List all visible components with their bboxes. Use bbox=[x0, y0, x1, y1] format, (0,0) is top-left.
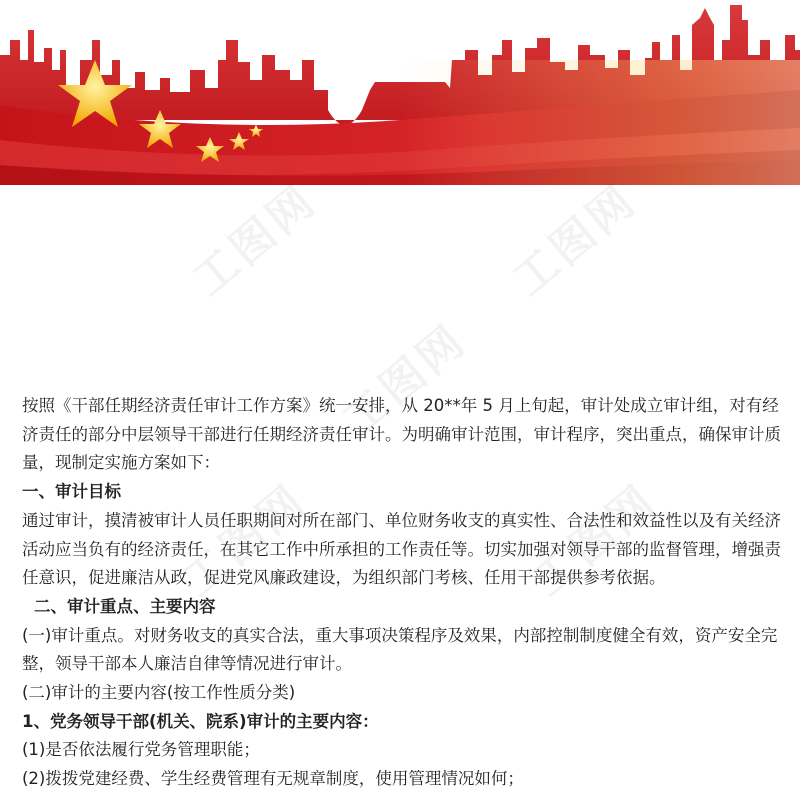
paragraph-content-title: (二)审计的主要内容(按工作性质分类) bbox=[22, 683, 296, 703]
watermark: 工图网 bbox=[173, 474, 317, 607]
list-item: (2)拨拨党建经费、学生经费管理有无规章制度，使用管理情况如何； bbox=[22, 769, 524, 789]
paragraph-focus: (一)审计重点。对财务收支的真实合法，重大事项决策程序及效果，内部控制制度健全有效，资产安全完整，领导干部本人廉洁自律等情况进行审计。 bbox=[22, 625, 778, 674]
header-banner bbox=[0, 0, 800, 185]
heading-audit-goal: 一、审计目标 bbox=[22, 482, 121, 502]
watermark: 工图网 bbox=[333, 314, 477, 447]
paragraph-intro: 按照《干部任期经济责任审计工作方案》统一安排，从 20**年 5 月上旬起，审计处成立审计组，对有经济责任的部分中层领导干部进行任期经济责任审计。为明确审计范围，审计程序，突出重点，确保审计质量，现制定实施方案如下： bbox=[22, 396, 781, 473]
watermark: 工图网 bbox=[523, 474, 667, 607]
heading-audit-focus: 二、审计重点、主要内容 bbox=[34, 596, 216, 616]
document-body bbox=[22, 392, 782, 794]
paragraph-audit-goal: 通过审计，摸清被审计人员任职期间对所在部门、单位财务收支的真实性、合法性和效益性以及有关经济活动应当负有的经济责任，在其它工作中所承担的工作责任等。切实加强对领导干部的监督管理，增强责任意识，促进廉洁从政，促进党风廉政建设，为组织部门考核、任用干部提供参考依据。 bbox=[22, 510, 781, 588]
heading-party-leaders: 1、党务领导干部(机关、院系)审计的主要内容： bbox=[22, 711, 379, 731]
watermark: 工图网 bbox=[503, 174, 647, 307]
list-item: (1)是否依法履行党务管理职能； bbox=[22, 740, 260, 760]
red-city-skyline-with-stars-icon bbox=[0, 0, 800, 185]
watermark: 工图网 bbox=[183, 174, 327, 307]
